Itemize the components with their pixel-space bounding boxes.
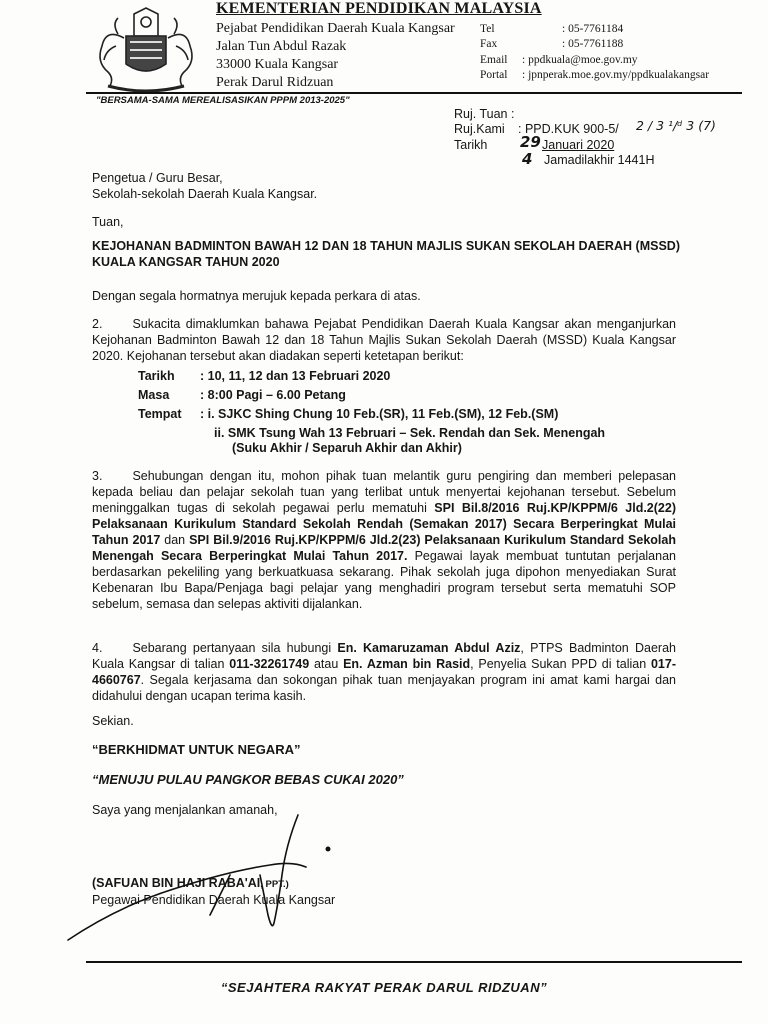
address-line-2: Jalan Tun Abdul Razak [216,39,347,54]
detail-masa-label: Masa [138,388,170,402]
closing-motto-1: “BERKHIDMAT UNTUK NEGARA” [92,742,301,757]
paragraph-3 [92,468,676,612]
signer-name [92,876,289,890]
signer-suffix: , PPT.) [260,879,289,890]
date-handwritten-day: 29 [520,133,541,151]
paragraph-3-number: 3. [92,469,103,483]
detail-tempat-i: : i. SJKC Shing Chung 10 Feb.(SR), 11 Feb.(SM), 12 Feb.(SM) [200,407,559,421]
paragraph-2-number: 2. [92,317,103,331]
paragraph-4-text-a: Sebarang pertanyaan sila hubungi [132,641,338,655]
detail-tempat-ii-note: (Suku Akhir / Separuh Akhir dan Akhir) [232,441,462,455]
contact-phone-1: 011-32261749 [229,657,310,671]
portal-value: : jpnperak.moe.gov.my/ppdkualakangsar [522,69,710,81]
contact-phone-2: 017-4660767 [92,657,676,687]
detail-tempat-ii: ii. SMK Tsung Wah 13 Februari – Sek. Rendah dan Sek. Menengah [214,426,606,440]
paragraph-4-number: 4. [92,641,103,655]
portal-label: Portal [480,69,508,81]
paragraph-4-text-g: , Penyelia Sukan PPD di talian [470,657,651,671]
letter-title: KEJOHANAN BADMINTON BAWAH 12 DAN 18 TAHUN MAJLIS SUKAN SEKOLAH DAERAH (MSSD) KUALA KANGSAR TAHUN 2020 [92,239,680,269]
footer-divider [86,961,742,963]
tel-label: Tel [480,23,495,35]
closing-motto-2: “MENUJU PULAU PANGKOR BEBAS CUKAI 2020” [92,772,404,787]
footer-motto: “SEJAHTERA RAKYAT PERAK DARUL RIDZUAN” [220,980,548,995]
ruj-kami-value: : PPD.KUK 900-5/ [518,122,619,136]
tarikh-label: Tarikh [454,138,488,152]
recipient-line-1: Pengetua / Guru Besar, [92,171,223,185]
tel-value: : 05-7761184 [562,23,624,35]
closing-sekian: Sekian. [92,714,134,728]
paragraph-2 [92,316,676,364]
organization-name: KEMENTERIAN PENDIDIKAN MALAYSIA [216,0,542,17]
date-handwritten-hijri-day: 4 [522,150,533,168]
paragraph-4-text-i: . Segala kerjasama dan sokongan pihak tuan menjayakan program ini amat kami hargai dan didahului dengan ucapan terima kasih. [92,673,676,703]
address-line-1: Pejabat Pendidikan Daerah Kuala Kangsar [216,21,455,36]
ruj-kami-handwritten: 2 / 3 ¹/ᵈ 3 (7) [636,118,716,133]
header-motto: "BERSAMA-SAMA MEREALISASIKAN PPPM 2013-2025" [96,95,350,106]
detail-tarikh-label: Tarikh [138,369,175,383]
paragraph-3-spi-9: SPI Bil.9/2016 Ruj.KP/KPPM/6 Jld.2(23) Pelaksanaan Kurikulum Standard Sekolah Menengah Secara Berperingkat Mulai Tahun 2017. [92,533,676,563]
detail-masa-value: : 8:00 Pagi – 6.00 Petang [200,388,346,402]
closing-amanah: Saya yang menjalankan amanah, [92,803,278,817]
paragraph-3-spi-8: SPI Bil.8/2016 Ruj.KP/KPPM/6 Jld.2(22) Pelaksanaan Kurikulum Standard Sekolah Rendah (Semakan 2017) Secara Berperingkat Mulai Tahun 2017 [92,501,676,547]
paragraph-1: Dengan segala hormatnya merujuk kepada perkara di atas. [92,289,421,303]
contact-name-1: En. Kamaruzaman Abdul Aziz [337,641,521,655]
header-divider [86,92,742,94]
address-line-3: 33000 Kuala Kangsar [216,57,339,72]
coat-of-arms-icon [88,6,204,92]
paragraph-4-text-c: , PTPS Badminton Daerah Kuala Kangsar di talian [92,641,676,671]
detail-tarikh-value: : 10, 11, 12 dan 13 Februari 2020 [200,369,391,383]
email-label: Email [480,54,508,66]
signer-title: Pegawai Pendidikan Daerah Kuala Kangsar [92,893,336,907]
salutation: Tuan, [92,215,124,229]
date-hijri: Jamadilakhir 1441H [544,153,655,167]
ruj-tuan: Ruj. Tuan : [454,107,515,121]
paragraph-3-text-e: Pegawai layak membuat tuntutan perjalanan berdasarkan pekeliling yang berkuatkuasa sekarang. Pihak sekolah juga dipohon menyediakan Surat Kebenaran Ibu Bapa/Penjaga bagi pelajar yang menghadiri program tersebut serta mematuhi SOP sebelum, semasa dan selepas aktiviti dijalankan. [92,549,676,611]
address-line-4: Perak Darul Ridzuan [216,75,334,90]
signature-icon [60,805,360,945]
paragraph-2-text: Sukacita dimaklumkan bahawa Pejabat Pendidikan Daerah Kuala Kangsar akan menganjurkan Kejohanan Badminton Bawah 12 dan 18 Tahun Majlis Sukan Sekolah Daerah (MSSD) Kuala Kangsar 2020. Kejohanan tersebut akan diadakan seperti ketetapan berikut: [92,317,676,363]
paragraph-4-text-e: atau [309,657,344,671]
email-value: : ppdkuala@moe.gov.my [522,54,638,66]
paragraph-3-text-a: Sehubungan dengan itu, mohon pihak tuan melantik guru pengiring dan memberi pelepasan kepada beliau dan pelajar sekolah tuan yang terlibat untuk menyertai kejohanan tersebut. Sebelum meninggalkan tugas di sekolah pegawai perlu mematuhi [92,469,676,515]
signer-name-text: (SAFUAN BIN HAJI RABA'AI [92,876,261,890]
paragraph-3-text-c: dan [160,533,190,547]
contact-name-2: En. Azman bin Rasid [343,657,471,671]
fax-value: : 05-7761188 [562,38,624,50]
detail-tempat-label: Tempat [138,407,182,421]
recipient-line-2: Sekolah-sekolah Daerah Kuala Kangsar. [92,187,318,201]
fax-label: Fax [480,38,498,50]
date-gregorian: Januari 2020 [542,138,615,152]
ruj-kami-label: Ruj.Kami [454,122,505,136]
paragraph-4 [92,640,676,704]
